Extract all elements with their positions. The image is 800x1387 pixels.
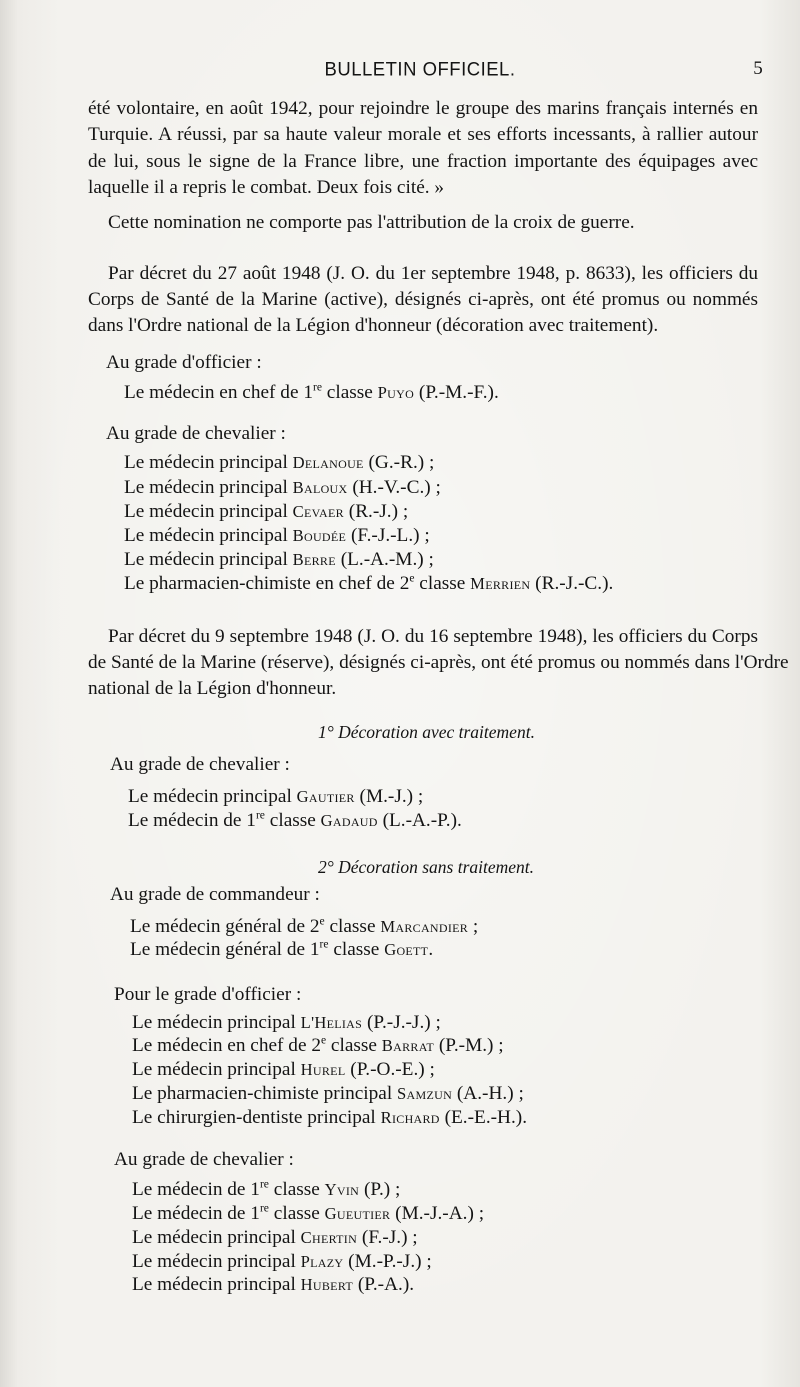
officer-surname: Marcandier [380,917,469,936]
entry-rank: Le médecin principal [124,501,293,522]
nomination-entry [124,572,613,596]
officer-initials: (L.-A.-P.). [377,810,462,831]
officer-surname: Delanoue [292,453,364,472]
nomination-entry [132,1178,400,1202]
officer-initials: (F.-J.) ; [357,1227,418,1248]
decree-line: national de la Légion d'honneur. [88,678,337,699]
decree-line: Par décret du 27 août 1948 (J. O. du 1er septembre 1948, p. 8633), les officiers du [108,263,758,284]
grade-heading: Au grade de chevalier : [114,1149,294,1170]
entry-rank: Le pharmacien-chimiste en chef de 2 [124,573,410,594]
entry-rank: Le chirurgien-dentiste principal [132,1107,381,1128]
officer-initials: (H.-V.-C.) ; [347,477,441,498]
officer-surname: Goett [384,940,429,959]
nomination-entry [128,809,462,833]
officer-surname: L'Helias [300,1013,363,1032]
officer-surname: Hubert [300,1275,354,1294]
entry-class-word: classe [268,1179,325,1200]
entry-rank: Le médecin principal [132,1059,301,1080]
grade-heading: Pour le grade d'officier : [114,984,302,1005]
paragraph-line: Turquie. A réussi, par sa haute valeur morale et ses efforts incessants, à rallier autour [88,124,758,145]
officer-surname: Chertin [300,1228,358,1247]
nomination-entry [124,381,499,405]
nomination-entry [132,1106,527,1130]
officer-initials: (P.-O.-E.) ; [345,1059,435,1080]
officer-surname: Hurel [300,1060,346,1079]
entry-class-word: classe [414,573,471,594]
grade-heading: Au grade de commandeur : [110,884,320,905]
officer-initials: . [428,939,434,960]
officer-surname: Gueutier [324,1204,391,1223]
running-title: BULLETIN OFFICIEL. [324,57,516,80]
paragraph-line: de lui, sous le signe de la France libre, une fraction importante des équipages avec [88,151,758,172]
decree-line: de Santé de la Marine (réserve), désignés ci-après, ont été promus ou nommés dans l'Ordre [88,652,789,673]
officer-initials: (P.) ; [359,1179,401,1200]
entry-rank: Le médecin principal [124,549,293,570]
class-ordinal-suffix: re [259,1201,269,1215]
nomination-entry [124,500,408,524]
officer-initials: (A.-H.) ; [452,1083,524,1104]
entry-rank: Le médecin principal [124,525,293,546]
nomination-entry [132,1082,524,1106]
officer-surname: Berre [292,550,336,569]
entry-class-word: classe [268,1203,325,1224]
officer-surname: Boudée [292,526,347,545]
entry-rank: Le médecin principal [132,1274,301,1295]
officer-initials: (E.-E.-H.). [439,1107,528,1128]
grade-heading: Au grade d'officier : [106,352,262,373]
nomination-entry [124,548,434,572]
officer-initials: (M.-J.-A.) ; [390,1203,485,1224]
officer-surname: Samzun [397,1084,453,1103]
entry-class-word: classe [264,810,321,831]
officer-surname: Gautier [296,787,355,806]
entry-rank: Le médecin principal [132,1251,301,1272]
officer-initials: (L.-A.-M.) ; [335,549,434,570]
class-ordinal-suffix: re [312,380,322,394]
entry-rank: Le médecin de 1 [132,1203,260,1224]
entry-rank: Le médecin de 1 [132,1179,260,1200]
page-header [80,57,763,84]
officer-surname: Richard [380,1108,440,1127]
officer-surname: Yvin [324,1180,360,1199]
class-ordinal-suffix: re [319,937,329,951]
officer-surname: Merrien [470,574,531,593]
grade-heading: Au grade de chevalier : [110,754,290,775]
nomination-entry [132,1226,418,1250]
section-title: 2° Décoration sans traitement. [318,857,535,877]
officer-surname: Puyo [377,383,415,402]
nomination-entry [130,938,433,962]
class-ordinal-suffix: re [255,808,265,822]
class-ordinal-suffix: re [259,1177,269,1191]
entry-rank: Le médecin de 1 [128,810,256,831]
entry-rank: Le médecin général de 2 [130,916,320,937]
nomination-entry [128,785,423,809]
officer-initials: (P.-M.-F.). [414,382,499,403]
entry-rank: Le pharmacien-chimiste principal [132,1083,398,1104]
nomination-entry [132,1058,435,1082]
class-ordinal-suffix: e [409,571,415,585]
nomination-entry [132,1034,504,1058]
entry-rank: Le médecin principal [132,1227,301,1248]
page-number: 5 [753,58,763,79]
officer-initials: (R.-J.) ; [343,501,409,522]
class-ordinal-suffix: e [319,914,325,928]
entry-class-word: classe [328,939,385,960]
decree-line: dans l'Ordre national de la Légion d'honneur (décoration avec traitement). [88,315,659,336]
paragraph-line: été volontaire, en août 1942, pour rejoindre le groupe des marins français internés en [88,98,758,119]
entry-rank: Le médecin principal [128,786,297,807]
entry-rank: Le médecin principal [124,477,293,498]
decree-line: Par décret du 9 septembre 1948 (J. O. du 16 septembre 1948), les officiers du Corps [108,626,758,647]
officer-surname: Cevaer [292,502,344,521]
officer-initials: (P.-J.-J.) ; [362,1012,441,1033]
decree-line: Corps de Santé de la Marine (active), désignés ci-après, ont été promus ou nommés [88,289,758,310]
officer-initials: (M.-P.-J.) ; [343,1251,432,1272]
officer-initials: (P.-A.). [353,1274,415,1295]
entry-class-word: classe [326,1035,382,1056]
entry-rank: Le médecin en chef de 2 [132,1035,321,1056]
grade-heading: Au grade de chevalier : [106,423,286,444]
nomination-entry [130,915,478,939]
entry-rank: Le médecin principal [132,1012,301,1033]
entry-class-word: classe [321,382,378,403]
officer-initials: (P.-M.) ; [434,1035,504,1056]
nomination-entry [124,524,430,548]
officer-initials: (F.-J.-L.) ; [346,525,430,546]
nomination-entry [124,451,434,475]
officer-surname: Gadaud [320,811,378,830]
officer-initials: ; [468,916,479,937]
nomination-entry [132,1250,432,1274]
entry-class-word: classe [324,916,381,937]
officer-surname: Baloux [292,478,348,497]
class-ordinal-suffix: e [320,1033,327,1047]
officer-initials: (G.-R.) ; [363,452,435,473]
entry-rank: Le médecin principal [124,452,293,473]
officer-initials: (M.-J.) ; [354,786,424,807]
entry-rank: Le médecin en chef de 1 [124,382,313,403]
officer-surname: Plazy [300,1252,344,1271]
nomination-entry [132,1011,441,1035]
nomination-entry [132,1273,414,1297]
section-title: 1° Décoration avec traitement. [318,722,535,742]
entry-rank: Le médecin général de 1 [130,939,320,960]
officer-initials: (R.-J.-C.). [530,573,614,594]
officer-surname: Barrat [381,1036,434,1055]
nomination-entry [124,476,441,500]
note-paragraph: Cette nomination ne comporte pas l'attribution de la croix de guerre. [108,212,635,233]
paragraph-line: laquelle il a repris le combat. Deux fois cité. » [88,177,445,198]
nomination-entry [132,1202,484,1226]
